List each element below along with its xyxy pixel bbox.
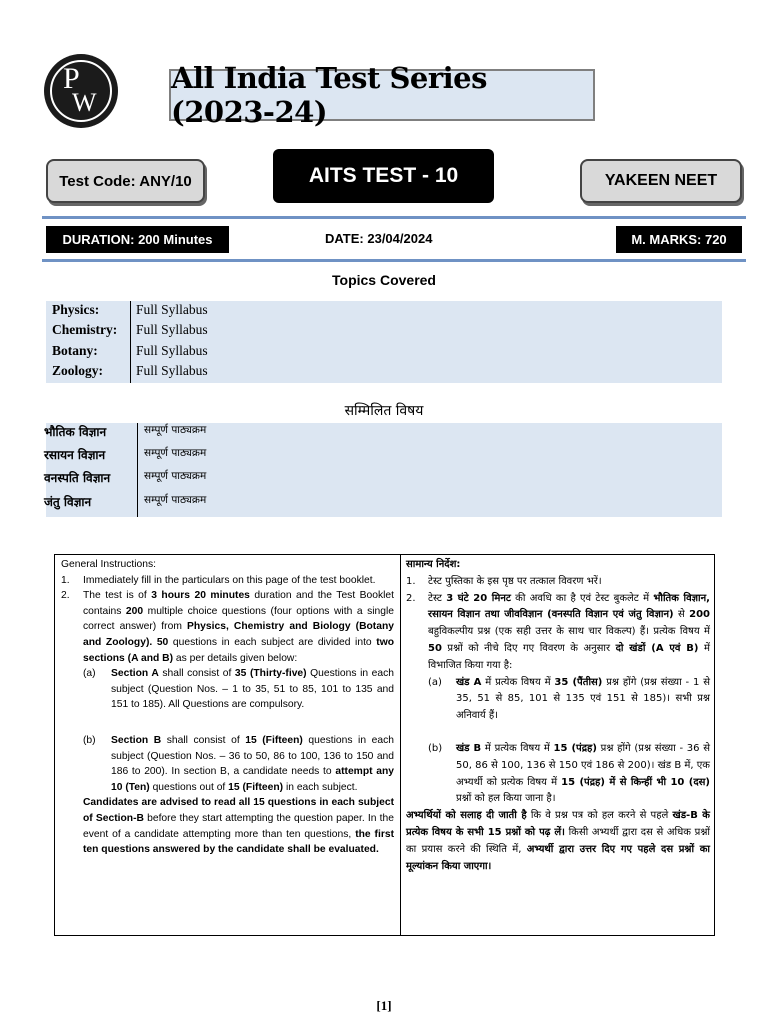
page-title: All India Test Series (2023-24) bbox=[171, 61, 487, 129]
topic-value: Full Syllabus bbox=[136, 343, 208, 358]
instruction-item bbox=[61, 588, 394, 666]
item-text: खंड B में प्रत्येक विषय में 15 (पंद्रह) प्रश्न होंगे (प्रश्न संख्या - 36 से 50, 86 से 100, 136 से 150 एवं 186 से 200)। खंड B में, एक अभ्यर्थी को प्रत्येक विषय में 15 (पंद्रह) में से किन्हीं भी 10 (दस) प्रश्नों को हल किया जाना है। bbox=[456, 742, 711, 805]
instructions-heading: General Instructions: bbox=[61, 559, 157, 570]
topic-value: सम्पूर्ण पाठ्यक्रम bbox=[144, 424, 207, 436]
logo-letter-w: W bbox=[72, 88, 97, 117]
item-text: टेस्ट पुस्तिका के इस पृष्ठ पर तत्काल विवरण भरें। bbox=[428, 575, 602, 587]
item-number: (b) bbox=[428, 742, 443, 754]
divider-top bbox=[42, 216, 746, 219]
instructions-heading-hindi: सामान्य निर्देश: bbox=[406, 559, 461, 570]
topic-row bbox=[46, 469, 206, 486]
duration-tag: DURATION: 200 Minutes bbox=[46, 226, 229, 253]
topic-value: सम्पूर्ण पाठ्यक्रम bbox=[144, 447, 207, 459]
topics-heading: Topics Covered bbox=[332, 272, 436, 288]
item-text: टेस्ट 3 घंटे 20 मिनट की अवधि का है एवं टेस्ट बुकलेट में भौतिक विज्ञान, रसायन विज्ञान तथा जीवविज्ञान (वनस्पति विज्ञान एवं जंतु विज्ञान) से 200 बहुविकल्पीय प्रश्न (एक सही उत्तर के साथ चार विकल्प) हैं। प्रत्येक विषय में 50 प्रश्नों को नीचे दिए गए विवरण के अनुसार दो खंडों (A एवं B) में विभाजित किया गया है: bbox=[428, 592, 710, 671]
sub-item-a bbox=[83, 666, 394, 713]
topic-row bbox=[46, 302, 208, 318]
item-number: (b) bbox=[83, 734, 96, 746]
pw-logo bbox=[44, 54, 118, 128]
topic-row bbox=[46, 446, 206, 463]
advice-note: Candidates are advised to read all 15 questions in each subject of Section-B before they start attempting the question paper. In the event of a candidate attempting more than ten questions, the first ten questions answered by the candidate shall be evaluated. bbox=[83, 797, 394, 856]
topic-subject: रसायन विज्ञान bbox=[44, 448, 106, 462]
item-text: Section B shall consist of 15 (Fifteen) questions in each subject (Question Nos. – 36 to 50, 86 to 100, 136 to 150 and 186 to 200). In section B, a candidate needs to attempt any 10 (Ten) questions out of 15 (Fifteen) in each subject. bbox=[111, 734, 395, 793]
topic-value: Full Syllabus bbox=[136, 363, 208, 378]
item-number: (a) bbox=[428, 676, 442, 688]
test-name-banner: AITS TEST - 10 bbox=[273, 149, 494, 203]
topic-subject: Zoology: bbox=[52, 363, 104, 378]
topic-row bbox=[46, 363, 208, 379]
advice-note: अभ्यर्थियों को सलाह दी जाती है कि वे प्रश्न पत्र को हल करने से पहले खंड-B के प्रत्येक विषय के सभी 15 प्रश्नों को पढ़ लें। किसी अभ्यर्थी द्वारा दस से अधिक प्रश्नों का प्रयास करने की स्थिति में, अभ्यर्थी द्वारा उत्तर दिए गए पहले दस प्रश्नों का मूल्यांकन किया जाएगा। bbox=[406, 810, 710, 872]
exam-date: DATE: 23/04/2024 bbox=[325, 231, 433, 246]
topic-subject: जंतु विज्ञान bbox=[44, 495, 92, 509]
item-text: Section A shall consist of 35 (Thirty-five) Questions in each subject (Question Nos. – 1 to 35, 51 to 85, 101 to 135 and 151 to 185). All Questions are compulsory. bbox=[111, 668, 394, 711]
topic-subject: भौतिक विज्ञान bbox=[44, 425, 107, 439]
topic-row bbox=[46, 322, 208, 338]
instruction-item bbox=[406, 591, 710, 675]
column-divider bbox=[400, 555, 401, 935]
logo-letter-p: P bbox=[63, 62, 80, 95]
page-number: [1] bbox=[376, 998, 392, 1013]
topic-subject: Physics: bbox=[52, 302, 100, 317]
item-number: 1. bbox=[61, 574, 70, 586]
topic-row bbox=[46, 493, 206, 510]
topic-value: सम्पूर्ण पाठ्यक्रम bbox=[144, 470, 207, 482]
instructions-table bbox=[54, 554, 715, 936]
instruction-item bbox=[61, 573, 394, 589]
instructions-english bbox=[61, 557, 394, 858]
divider-bottom bbox=[42, 259, 746, 262]
item-number: (a) bbox=[83, 668, 96, 680]
instruction-item bbox=[406, 574, 710, 591]
sub-item-b bbox=[428, 741, 710, 808]
sub-item-a bbox=[428, 675, 710, 725]
topic-subject: Chemistry: bbox=[52, 322, 118, 337]
item-text: The test is of 3 hours 20 minutes duration and the Test Booklet contains 200 multiple choice questions (four options with a single correct answer) from Physics, Chemistry and Biology (Botany and Zoology). 50 questions in each subject are divided into two sections (A and B) as per details given below: bbox=[83, 590, 394, 664]
test-code-badge: Test Code: ANY/10 bbox=[46, 159, 205, 203]
batch-badge: YAKEEN NEET bbox=[580, 159, 742, 203]
sub-item-b bbox=[83, 733, 394, 795]
topics-heading-hindi: सम्मिलित विषय bbox=[344, 403, 424, 419]
title-box bbox=[169, 61, 595, 129]
topics-table-hi bbox=[46, 423, 722, 517]
item-text: Immediately fill in the particulars on this page of the test booklet. bbox=[83, 574, 376, 586]
item-number: 2. bbox=[406, 592, 416, 604]
topic-row bbox=[46, 423, 206, 440]
topic-subject: Botany: bbox=[52, 343, 98, 358]
max-marks-tag: M. MARKS: 720 bbox=[616, 226, 742, 253]
topic-row bbox=[46, 343, 208, 359]
topic-value: सम्पूर्ण पाठ्यक्रम bbox=[144, 494, 207, 506]
instructions-hindi bbox=[406, 557, 710, 875]
topic-subject: वनस्पति विज्ञान bbox=[44, 471, 111, 485]
item-number: 2. bbox=[61, 590, 70, 602]
item-number: 1. bbox=[406, 575, 416, 587]
item-text: खंड A में प्रत्येक विषय में 35 (पैंतीस) प्रश्न होंगे (प्रश्न संख्या - 1 से 35, 51 से 85, 101 से 135 एवं 151 से 185)। सभी प्रश्न अनिवार्य हैं। bbox=[456, 676, 710, 722]
topic-value: Full Syllabus bbox=[136, 302, 208, 317]
topic-value: Full Syllabus bbox=[136, 322, 208, 337]
topics-table-en bbox=[46, 301, 722, 383]
